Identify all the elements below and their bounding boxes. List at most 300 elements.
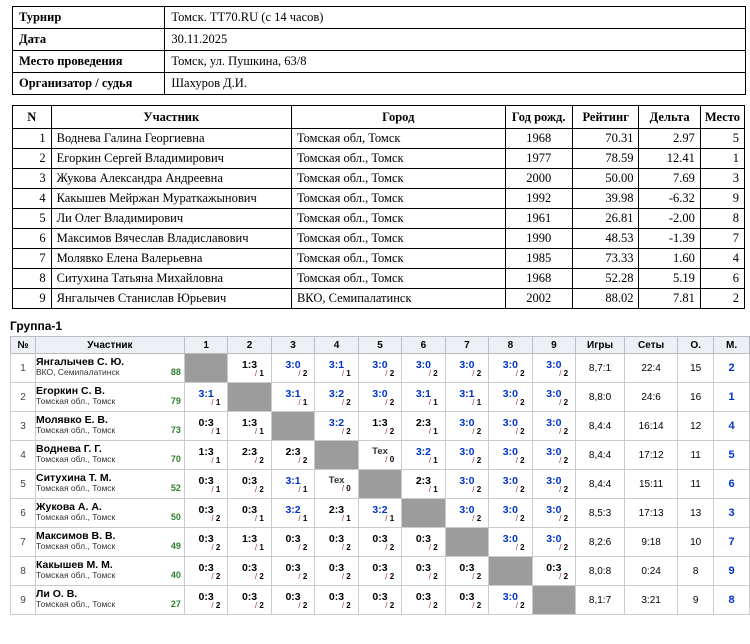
group-score-value: 3:0 [372,358,388,371]
group-col-header: О. [678,337,714,354]
group-score-games: / 2 [472,600,482,610]
group-score-cell[interactable] [271,499,314,528]
group-score-cell[interactable] [445,470,488,499]
group-score-games: / 2 [515,455,525,465]
participant-name: Ли Олег Владимирович [51,209,291,229]
group-player-cell[interactable] [35,470,184,499]
group-score-games: / 1 [211,426,221,436]
group-score-value: 0:3 [198,590,214,603]
group-sets-total: 3:21 [624,586,677,615]
group-score-value: 0:3 [285,532,301,545]
participant-name: Воднева Галина Георгиевна [51,129,291,149]
participants-col-header: Участник [51,106,291,129]
participant-city: Томская обл., Томск [291,149,505,169]
group-player-rating: 52 [170,483,181,494]
group-row-number: 4 [11,441,36,470]
group-score-games: / 1 [298,397,308,407]
participant-name: Жукова Александра Андреевна [51,169,291,189]
group-score-cell[interactable] [228,470,271,499]
group-score-value: 0:3 [198,503,214,516]
group-score-games: / 2 [472,368,482,378]
participant-number: 7 [13,249,52,269]
group-score-cell[interactable] [271,586,314,615]
group-score-cell[interactable] [532,412,575,441]
group-col-header: М. [714,337,750,354]
group-score-cell[interactable] [532,470,575,499]
info-row [13,51,746,73]
group-score-games: / 2 [254,484,264,494]
group-score-cell[interactable] [228,499,271,528]
group-score-cell[interactable] [532,354,575,383]
group-player-cell[interactable] [35,586,184,615]
participant-number: 2 [13,149,52,169]
group-score-cell[interactable] [358,383,401,412]
table-row [13,189,745,209]
table-row [11,354,750,383]
group-player-club: Томская обл., Томск [35,512,116,523]
group-score-games: / 2 [254,571,264,581]
info-key: Дата [13,29,165,51]
group-player-cell[interactable] [35,528,184,557]
group-score-games: / 1 [341,368,351,378]
group-score-cell[interactable] [184,412,227,441]
participants-col-header: N [13,106,52,129]
group-score-cell[interactable] [402,528,445,557]
group-score-value: 0:3 [241,503,258,516]
group-player-name: Максимов В. В. [35,530,116,543]
group-score-cell[interactable] [315,412,358,441]
group-player-club: ВКО, Семипалатинск [35,367,120,378]
group-score-games: / 2 [559,426,569,436]
group-score-cell[interactable] [184,557,227,586]
participant-number: 6 [13,229,52,249]
group-score-cell[interactable] [532,441,575,470]
group-score-cell[interactable] [184,441,227,470]
group-score-cell[interactable] [315,528,358,557]
participant-rating: 50.00 [572,169,639,189]
group-title: Группа-1 [10,319,63,333]
participant-number: 3 [13,169,52,189]
participant-city: Томская обл., Томск [291,209,505,229]
group-score-cell[interactable] [489,412,532,441]
group-score-games: / 2 [385,571,395,581]
table-row [11,441,750,470]
group-score-cell[interactable] [184,383,227,412]
table-row [11,499,750,528]
group-score-cell[interactable] [402,412,445,441]
info-key: Организатор / судья [13,73,165,95]
participant-name: Янгалычев Станислав Юрьевич [51,289,291,309]
group-score-cell[interactable] [315,470,358,499]
group-place: 6 [714,470,750,499]
info-row [13,29,746,51]
group-score-cell[interactable] [402,586,445,615]
participant-delta: -2.00 [639,209,700,229]
group-score-games: / 2 [211,600,221,610]
group-score-cell[interactable] [532,528,575,557]
group-player-club: Томская обл., Томск [35,454,116,465]
group-score-cell[interactable] [532,383,575,412]
group-player-cell[interactable] [35,354,184,383]
group-score-cell[interactable] [489,586,532,615]
participant-city: Томская обл., Томск [291,249,505,269]
group-score-cell[interactable] [228,528,271,557]
group-score-value: 3:0 [285,358,301,371]
group-player-rating: 27 [170,599,181,610]
group-diagonal-cell [228,383,271,412]
group-score-value: 3:0 [502,590,518,603]
group-score-value: 0:3 [328,561,345,574]
group-score-cell[interactable] [489,499,532,528]
group-score-games: / 2 [515,397,525,407]
group-sets-total: 16:14 [624,412,677,441]
participant-number: 5 [13,209,52,229]
group-score-games: / 2 [515,600,525,610]
table-row [11,528,750,557]
group-score-value: 3:1 [459,387,475,400]
group-player-name: Жукова А. А. [35,501,102,514]
group-score-value: 1:3 [372,416,388,429]
group-score-value: 0:3 [459,590,475,603]
group-score-value: 0:3 [198,416,214,429]
group-games-total: 8,8:0 [576,383,625,412]
group-games-total: 8,4:4 [576,441,625,470]
participant-delta: 2.97 [639,129,700,149]
group-score-cell[interactable] [489,441,532,470]
group-score-value: 3:2 [328,416,345,429]
group-player-club: Томская обл., Томск [35,425,116,436]
info-value: Томск. TT70.RU (с 14 часов) [165,7,746,29]
group-score-cell[interactable] [271,441,314,470]
group-score-games: / 1 [211,455,221,465]
participant-delta: 5.19 [639,269,700,289]
tournament-info-table [12,6,746,95]
group-score-games: / 2 [428,600,438,610]
table-row [11,383,750,412]
group-score-value: 3:0 [459,474,475,487]
group-score-games: / 2 [385,368,395,378]
participant-name: Егоркин Сергей Владимирович [51,149,291,169]
participant-number: 8 [13,269,52,289]
participant-place: 6 [700,269,744,289]
group-score-cell[interactable] [315,586,358,615]
group-score-cell[interactable] [358,441,401,470]
group-score-value: 0:3 [372,532,388,545]
group-score-games: / 1 [254,426,264,436]
group-player-club: Томская обл., Томск [35,570,116,581]
group-score-value: 1:3 [241,416,258,429]
group-player-cell[interactable] [35,412,184,441]
group-score-cell[interactable] [402,354,445,383]
participants-col-header: Рейтинг [572,106,639,129]
group-score-value: 0:3 [198,474,214,487]
group-score-cell[interactable] [445,383,488,412]
group-score-cell[interactable] [228,354,271,383]
group-score-value: 0:3 [241,474,258,487]
group-player-name: Молявко Е. В. [35,414,108,427]
group-score-games: / 2 [472,484,482,494]
participants-col-header: Дельта [639,106,700,129]
group-score-value: 3:0 [546,532,562,545]
group-player-rating: 88 [170,367,181,378]
table-row [11,557,750,586]
group-score-value: 3:0 [415,358,432,371]
participant-city: Томская обл., Томск [291,169,505,189]
group-score-cell[interactable] [271,354,314,383]
group-score-cell[interactable] [532,557,575,586]
group-col-header: 4 [315,337,358,354]
group-score-cell[interactable] [402,383,445,412]
group-score-value: 3:1 [285,387,301,400]
group-score-cell[interactable] [532,499,575,528]
group-player-cell[interactable] [35,499,184,528]
participant-rating: 52.28 [572,269,639,289]
group-score-value: 2:3 [285,445,301,458]
group-score-cell[interactable] [489,354,532,383]
group-score-cell[interactable] [445,354,488,383]
group-score-cell[interactable] [184,470,227,499]
participant-delta: 1.60 [639,249,700,269]
info-row [13,73,746,95]
group-sets-total: 17:13 [624,499,677,528]
group-col-header: Сеты [624,337,677,354]
group-score-cell[interactable] [228,586,271,615]
group-score-cell[interactable] [271,528,314,557]
info-value: Томск, ул. Пушкина, 63/8 [165,51,746,73]
group-score-value: 3:1 [198,387,214,400]
group-player-rating: 70 [170,454,181,465]
group-score-cell[interactable] [445,586,488,615]
group-score-value: 3:0 [459,416,475,429]
group-points: 11 [678,441,714,470]
group-score-cell[interactable] [358,528,401,557]
group-score-value: 3:0 [546,416,562,429]
participant-name: Ситухина Татьяна Михайловна [51,269,291,289]
group-score-value: 0:3 [285,590,301,603]
group-row-number: 9 [11,586,36,615]
group-points: 13 [678,499,714,528]
group-col-header: 5 [358,337,401,354]
group-score-cell[interactable] [358,499,401,528]
group-score-games: / 1 [428,455,438,465]
group-score-games: / 2 [211,542,221,552]
group-score-games: / 2 [298,368,308,378]
group-score-cell[interactable] [402,441,445,470]
group-score-cell[interactable] [315,557,358,586]
group-score-value: 3:1 [328,358,345,371]
group-score-cell[interactable] [271,470,314,499]
group-score-games: / 1 [472,397,482,407]
group-player-club: Томская обл., Томск [35,396,116,407]
group-score-cell[interactable] [271,557,314,586]
group-score-value: 3:2 [372,503,388,516]
participant-place: 4 [700,249,744,269]
participants-col-header: Город [291,106,505,129]
participant-place: 2 [700,289,744,309]
group-player-club: Томская обл., Томск [35,541,116,552]
table-row [13,249,745,269]
group-points: 12 [678,412,714,441]
group-diagonal-cell [489,557,532,586]
group-sets-total: 0:24 [624,557,677,586]
group-score-games: / 2 [559,542,569,552]
participant-rating: 39.98 [572,189,639,209]
group-score-cell[interactable] [184,499,227,528]
group-score-games: / 2 [298,455,308,465]
group-score-value: 3:0 [546,358,562,371]
group-games-total: 8,4:4 [576,412,625,441]
participant-place: 8 [700,209,744,229]
group-score-cell[interactable] [228,441,271,470]
group-sets-total: 22:4 [624,354,677,383]
group-score-cell[interactable] [184,586,227,615]
group-score-value: 3:1 [415,387,432,400]
participant-year: 1990 [505,229,572,249]
group-player-cell[interactable] [35,383,184,412]
group-col-header: Участник [35,337,184,354]
group-score-cell[interactable] [228,412,271,441]
participant-rating: 78.59 [572,149,639,169]
group-points: 8 [678,557,714,586]
group-score-cell[interactable] [402,470,445,499]
table-row [13,289,745,309]
group-points: 11 [678,470,714,499]
participant-year: 1968 [505,269,572,289]
group-col-header: № [11,337,36,354]
info-value: 30.11.2025 [165,29,746,51]
group-score-cell[interactable] [184,528,227,557]
group-score-value: 0:3 [328,532,345,545]
group-player-cell[interactable] [35,557,184,586]
group-score-games: / 1 [254,368,264,378]
participant-rating: 73.33 [572,249,639,269]
group-row-number: 3 [11,412,36,441]
group-col-header: 8 [489,337,532,354]
group-points: 10 [678,528,714,557]
group-score-value: 3:1 [285,474,301,487]
info-key: Турнир [13,7,165,29]
group-diagonal-cell [271,412,314,441]
participant-place: 1 [700,149,744,169]
participant-delta: -1.39 [639,229,700,249]
participant-place: 7 [700,229,744,249]
group-player-club: Томская обл., Томск [35,483,116,494]
group-player-rating: 79 [170,396,181,407]
participant-delta: 7.69 [639,169,700,189]
group-col-header: Игры [576,337,625,354]
group-player-name: Егоркин С. В. [35,385,105,398]
group-place: 2 [714,354,750,383]
group-score-games: / 2 [472,426,482,436]
participant-year: 2000 [505,169,572,189]
table-row [13,169,745,189]
participant-rating: 26.81 [572,209,639,229]
group-games-total: 8,2:6 [576,528,625,557]
group-score-cell[interactable] [271,383,314,412]
group-score-games: / 2 [559,368,569,378]
group-score-value: 2:3 [328,503,345,516]
group-row-number: 6 [11,499,36,528]
group-score-games: / 2 [428,368,438,378]
group-score-cell[interactable] [445,499,488,528]
group-score-games: / 2 [298,571,308,581]
participants-col-header: Год рожд. [505,106,572,129]
group-player-cell[interactable] [35,441,184,470]
group-col-header: 6 [402,337,445,354]
group-score-value: 0:3 [241,561,258,574]
group-col-header: 1 [184,337,227,354]
group-score-cell[interactable] [445,557,488,586]
group-score-value: 0:3 [415,590,432,603]
group-score-value: 1:3 [241,358,258,371]
group-place: 8 [714,586,750,615]
participant-delta: 12.41 [639,149,700,169]
group-score-cell[interactable] [489,470,532,499]
group-diagonal-cell [358,470,401,499]
participant-number: 9 [13,289,52,309]
group-score-cell[interactable] [445,412,488,441]
group-score-cell[interactable] [358,557,401,586]
group-score-cell[interactable] [315,383,358,412]
group-games-total: 8,0:8 [576,557,625,586]
group-score-value: 3:0 [502,416,518,429]
group-score-value: 3:0 [502,503,518,516]
group-score-value: 0:3 [198,532,214,545]
group-score-games: / 1 [254,513,264,523]
group-score-cell[interactable] [489,383,532,412]
group-score-value: 0:3 [198,561,214,574]
group-score-cell[interactable] [315,354,358,383]
group-place: 9 [714,557,750,586]
group-score-cell[interactable] [228,557,271,586]
table-row [13,149,745,169]
group-score-games: / 1 [341,513,351,523]
group-score-cell[interactable] [358,586,401,615]
participant-rating: 70.31 [572,129,639,149]
info-value: Шахуров Д.И. [165,73,746,95]
participant-name: Какышев Мейржан Мураткажынович [51,189,291,209]
group-score-value: 2:3 [415,416,432,429]
group-score-games: / 1 [298,484,308,494]
participant-delta: 7.81 [639,289,700,309]
participant-number: 1 [13,129,52,149]
participant-place: 5 [700,129,744,149]
group-score-cell[interactable] [358,412,401,441]
group-score-cell[interactable] [489,528,532,557]
group-score-cell[interactable] [402,557,445,586]
group-score-games: / 2 [428,542,438,552]
group-score-cell[interactable] [315,499,358,528]
group-score-value: 0:3 [372,561,388,574]
table-row [13,229,745,249]
group-score-games: / 2 [428,571,438,581]
group-row-number: 2 [11,383,36,412]
group-score-games: / 0 [385,455,395,464]
group-score-value: 3:0 [372,387,388,400]
group-score-value: 1:3 [241,532,258,545]
participant-year: 1977 [505,149,572,169]
group-row-number: 7 [11,528,36,557]
group-row-number: 8 [11,557,36,586]
group-score-cell[interactable] [445,441,488,470]
group-score-games: / 2 [472,455,482,465]
group-score-cell[interactable] [358,354,401,383]
group-score-value: 0:3 [372,590,388,603]
group-score-value: 3:0 [459,445,475,458]
group-score-games: / 1 [428,484,438,494]
group-score-games: / 2 [515,426,525,436]
group-score-value: Тех [372,446,388,457]
